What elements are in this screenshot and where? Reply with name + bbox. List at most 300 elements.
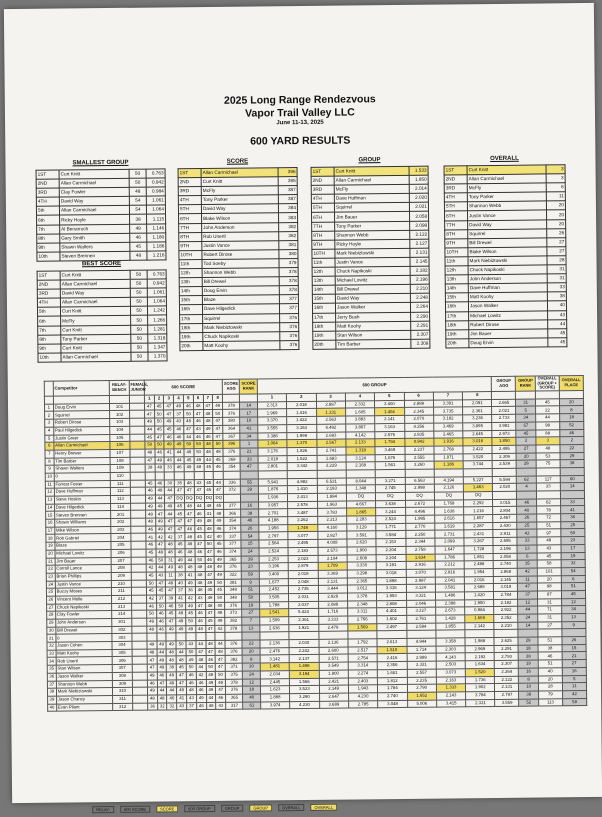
target-score: 46 — [155, 480, 165, 488]
target-score — [145, 472, 155, 480]
target-group: 6.531 — [317, 478, 346, 486]
competitor-name: 0 — [56, 634, 113, 642]
name-cell: Tony Parker — [201, 195, 278, 205]
place-cell: 5TH — [311, 204, 334, 213]
footer-label: 600 SCORE — [120, 806, 150, 813]
target-group: 2.168 — [346, 462, 375, 470]
place-cell: 13th — [312, 276, 335, 285]
group-rank: 10 — [519, 683, 539, 691]
target-score: 44 — [194, 502, 204, 510]
value-cell: 27 — [547, 247, 566, 256]
overall-place: 38 — [560, 460, 584, 468]
target-score: 49 — [206, 687, 216, 695]
place-cell: 10TH — [445, 248, 468, 257]
target-group: 2.321 — [466, 699, 495, 707]
place-cell: 15th — [179, 296, 202, 305]
overall-calc: 58 — [537, 560, 561, 568]
target-group: 1.902 — [466, 684, 495, 692]
table-row — [313, 339, 430, 349]
target-score: 47 — [156, 580, 166, 588]
target-score: 44 — [167, 687, 177, 695]
target-group: 5.227 — [463, 476, 492, 484]
competitor-name: Steve Hoskin — [54, 496, 111, 504]
target-score: 31 — [166, 556, 176, 564]
target-score: 47 — [165, 526, 175, 534]
target-group: 1.463 — [464, 484, 493, 492]
target-score: 47 — [213, 417, 223, 425]
target-score: 49 — [215, 571, 225, 579]
row-number: 35 — [47, 665, 56, 673]
row-number: 1 — [44, 404, 53, 412]
target-score: 42 — [196, 671, 206, 679]
results-table — [44, 375, 587, 712]
competitor-name: Bill Drewel — [56, 626, 113, 634]
target-score: 49 — [167, 672, 177, 680]
row-number: 38 — [47, 688, 56, 696]
score-agg: 373 — [225, 609, 242, 617]
row-number: 33 — [47, 650, 56, 658]
target-score: 48 — [147, 626, 157, 634]
score-rank: 47 — [241, 463, 258, 471]
target-score: 49 — [186, 602, 196, 610]
target-score: 50 — [176, 641, 186, 649]
score-rank: 33 — [241, 456, 258, 464]
target-group: 2.403 — [348, 677, 377, 685]
target-score: 41 — [176, 595, 186, 603]
overall-place: 2 — [560, 437, 584, 445]
target-group: 1.936 — [258, 494, 287, 502]
place-cell: 18th — [180, 323, 203, 332]
target-score — [184, 472, 194, 480]
target-score: 49 — [185, 579, 195, 587]
target-score: 49 — [167, 679, 177, 687]
target-group: 1.956 — [259, 524, 288, 532]
row-number: 31 — [47, 635, 56, 643]
target-score: 47 — [213, 425, 223, 433]
competitor-name: Brian Phillips — [55, 572, 112, 580]
target-score: 49 — [155, 526, 165, 534]
score-rank: 24 — [243, 671, 260, 679]
name-cell: Shannon Webb — [202, 268, 279, 278]
overall-calc: 28 — [538, 683, 562, 691]
overall-title: OVERALL — [490, 155, 519, 163]
overall-place: 42 — [562, 690, 586, 698]
place-cell: 6th — [38, 317, 61, 326]
place-cell: 13th — [445, 275, 468, 284]
target-group: 2.034 — [260, 670, 289, 678]
target-score — [147, 633, 157, 641]
target-score — [204, 471, 214, 479]
target-score: 38 — [145, 464, 155, 472]
name-cell: Tony Parker — [335, 221, 410, 231]
target-group: 3.400 — [375, 400, 404, 408]
target-score: 47 — [185, 510, 195, 518]
target-group: 3.638 — [376, 500, 405, 508]
group-agg: 2.352 — [494, 614, 518, 622]
target-score: 47 — [205, 548, 215, 556]
target-group: 1.216 — [464, 507, 493, 515]
target-group: 2.887 — [316, 401, 345, 409]
target-score: 45 — [195, 533, 205, 541]
target-number: 6 — [404, 392, 433, 400]
target-score: 43 — [194, 479, 204, 487]
place-cell: 9th — [37, 243, 60, 252]
target-group: 2.344 — [405, 538, 434, 546]
score-rank: 54 — [241, 532, 258, 540]
place-cell: 14th — [312, 285, 335, 294]
group-rank: 35 — [518, 560, 538, 568]
target-group: 3.267 — [464, 538, 493, 546]
row-number: 9 — [45, 465, 54, 473]
target-group: 4.982 — [287, 478, 316, 486]
group-agg: 2.793 — [495, 653, 519, 661]
target-group: 2.835 — [404, 431, 433, 439]
target-score: 49 — [176, 618, 186, 626]
place-cell: 4TH — [311, 194, 334, 203]
value-cell: 26 — [547, 228, 566, 237]
name-cell: David Way — [335, 294, 410, 304]
overall-calc: 31 — [537, 598, 561, 606]
target-group: 2.929 — [318, 593, 347, 601]
target-score: 48 — [185, 564, 195, 572]
target-group: 2.608 — [347, 554, 376, 562]
relay-bench: 307 — [112, 664, 132, 672]
place-cell: 11th — [179, 259, 202, 268]
target-score: DQ — [184, 495, 194, 503]
target-score: 47 — [215, 656, 225, 664]
target-score: 47 — [175, 518, 185, 526]
name-cell: Curt Knitt — [60, 270, 130, 280]
target-group: 2.879 — [288, 563, 317, 571]
target-group: 3.330 — [347, 562, 376, 570]
female-junior-cell — [130, 487, 145, 495]
target-score: 50 — [154, 418, 164, 426]
competitor-name: John Anderson — [55, 619, 112, 627]
name-cell: Mark Niebiztowski — [468, 256, 547, 266]
row-number: 15 — [46, 512, 55, 520]
target-group: 6.563 — [405, 477, 434, 485]
target-group: 1.318 — [346, 447, 375, 455]
competitor-name: Jason Chancy — [56, 695, 113, 703]
target-group: 1.416 — [287, 409, 316, 417]
row-number: 4 — [45, 427, 54, 435]
score-rank: 1 — [240, 440, 257, 448]
score-agg: 378 — [225, 625, 242, 633]
row-number: 30 — [47, 627, 56, 635]
place-cell: 3RD — [37, 289, 60, 298]
header-overall-calc: OVERALL (GROUP + SCORE) — [535, 376, 559, 391]
score-agg: 365 — [226, 694, 243, 702]
value-cell: 1.061 — [146, 196, 165, 205]
value-cell: 40 — [547, 301, 566, 310]
target-group: 3.867 — [346, 424, 375, 432]
event-dates: June 11-13, 2025 — [276, 119, 324, 127]
score-agg: 374 — [224, 548, 241, 556]
target-group: 2.770 — [405, 523, 434, 531]
female-junior-cell — [131, 587, 146, 595]
overall-place: 52 — [560, 421, 584, 429]
target-group: 4.194 — [434, 476, 463, 484]
target-group: 2.827 — [317, 532, 346, 540]
relay-bench: 306 — [112, 657, 132, 665]
relay-bench: 303 — [112, 634, 132, 642]
group-agg: 2.131 — [495, 683, 519, 691]
female-junior-cell — [130, 480, 145, 488]
row-number: 3 — [45, 419, 54, 427]
target-group: 2.018 — [287, 401, 316, 409]
female-junior-cell — [130, 472, 145, 480]
target-number: 2 — [154, 395, 164, 403]
group-rank: 42 — [518, 568, 538, 576]
competitor-name: Dave Huffman — [54, 488, 111, 496]
target-group: 2.465 — [434, 430, 463, 438]
target-group: 2.099 — [435, 538, 464, 546]
name-cell: Chuck Napikoski — [203, 331, 280, 341]
target-score: 46 — [147, 680, 157, 688]
target-score: 48 — [185, 533, 195, 541]
value-cell: 2.020 — [409, 193, 428, 202]
score-rank: 39 — [242, 556, 259, 564]
target-score: 46 — [204, 487, 214, 495]
target-score: 45 — [166, 610, 176, 618]
target-group: 2.030 — [289, 639, 318, 647]
overall-place: 12 — [561, 598, 585, 606]
competitor-name: Carroll Lance — [55, 565, 112, 573]
target-group: 1.786 — [435, 553, 464, 561]
score-rank: 30 — [243, 663, 260, 671]
target-group: 1.999 — [287, 432, 316, 440]
target-group: 1.186 — [434, 461, 463, 469]
target-score: 48 — [195, 587, 205, 595]
target-score: 43 — [195, 595, 205, 603]
header-blank — [44, 381, 53, 396]
relay-bench: 212 — [112, 595, 132, 603]
target-group: 4.188 — [259, 517, 288, 525]
target-group: 2.421 — [319, 678, 348, 686]
row-number: 22 — [46, 565, 55, 573]
value-cell: 2.014 — [409, 184, 428, 193]
overall-calc: 101 — [537, 568, 561, 576]
overall-place: 50 — [561, 529, 585, 537]
target-score: 48 — [215, 610, 225, 618]
table-row — [446, 338, 567, 348]
value-cell: 44 — [548, 319, 567, 328]
target-score: 48 — [203, 410, 213, 418]
target-score: 47 — [155, 510, 165, 518]
group-agg: 2.695 — [493, 537, 517, 545]
group-rank: 8 — [519, 676, 539, 684]
name-cell: Curt Knitt — [334, 166, 409, 176]
place-cell: 6TH — [179, 214, 202, 223]
target-score: 35 — [175, 479, 185, 487]
target-group: 1.884 — [317, 493, 346, 501]
competitor-name: Matt Koohy — [56, 649, 113, 657]
target-group: 2.445 — [260, 678, 289, 686]
overall-calc: 44 — [536, 414, 560, 422]
target-score: 44 — [145, 426, 155, 434]
target-group: 3.584 — [376, 531, 405, 539]
score-agg: 378 — [225, 679, 242, 687]
target-group: 2.016 — [464, 576, 493, 584]
overall-place: 14 — [560, 483, 584, 491]
target-score — [196, 633, 206, 641]
overall-place: 8 — [559, 406, 583, 414]
target-group: 1.652 — [407, 692, 436, 700]
target-score: 42 — [165, 533, 175, 541]
score-rank: 23 — [242, 563, 259, 571]
target-score: 49 — [165, 503, 175, 511]
row-number: 14 — [46, 504, 55, 512]
target-group: 1.954 — [464, 568, 493, 576]
target-group: 1.522 — [287, 455, 316, 463]
target-score: 40 — [214, 533, 224, 541]
target-group: 3.783 — [317, 508, 346, 516]
target-score: 48 — [205, 564, 215, 572]
score-rank: 51 — [242, 586, 259, 594]
place-cell: 1ST — [444, 166, 467, 175]
value-cell: 382 — [279, 231, 298, 240]
target-score: 42 — [146, 595, 156, 603]
female-junior-cell — [130, 503, 145, 511]
value-cell: 1.266 — [148, 315, 167, 324]
target-group: 2.348 — [347, 600, 376, 608]
target-group: 3.370 — [258, 417, 287, 425]
group-agg: 2.291 — [495, 645, 519, 653]
target-score: 45 — [146, 587, 156, 595]
target-score: 47 — [194, 487, 204, 495]
target-score: 47 — [175, 487, 185, 495]
group-rank: 28 — [516, 460, 536, 468]
name-cell: Tony Parker — [467, 192, 546, 202]
venue-name: Vapor Trail Valley LLC — [245, 106, 355, 120]
target-score: 39 — [166, 595, 176, 603]
place-cell: 3RD — [178, 187, 201, 196]
target-score: 48 — [203, 418, 213, 426]
score-rank — [242, 632, 259, 640]
value-cell: 1.281 — [148, 324, 167, 333]
target-group: 0.942 — [404, 438, 433, 446]
name-cell: McFly — [467, 183, 546, 193]
value-cell: 376 — [280, 340, 299, 349]
relay-bench: 209 — [111, 572, 131, 580]
place-cell: 14th — [445, 284, 468, 293]
value-cell: 50 — [130, 288, 147, 297]
target-score: 50 — [156, 556, 166, 564]
value-cell: 49 — [130, 224, 147, 233]
target-score: 48 — [146, 510, 156, 518]
score-agg: 364 — [223, 425, 240, 433]
score-agg: 322 — [224, 571, 241, 579]
target-number: 1 — [144, 395, 154, 403]
target-group: 3.957 — [258, 501, 287, 509]
name-cell: Justin Vance — [468, 210, 547, 220]
female-junior-cell — [129, 403, 144, 411]
overall-calc: 51 — [538, 660, 562, 668]
name-cell: Allan Carmichael — [60, 279, 130, 289]
group-table — [311, 166, 431, 350]
target-score: 44 — [157, 687, 167, 695]
group-rank: 52 — [519, 699, 539, 707]
target-group: 2.731 — [435, 530, 464, 538]
place-cell: 14th — [179, 287, 202, 296]
target-group: 2.287 — [464, 522, 493, 530]
footer-label: GROUP — [249, 804, 272, 811]
row-number: 21 — [46, 558, 55, 566]
target-group: 1.634 — [465, 661, 494, 669]
target-score: 48 — [165, 541, 175, 549]
target-number: 5 — [375, 392, 404, 400]
name-cell: Curt Knitt — [61, 343, 131, 353]
target-score: 48 — [196, 656, 206, 664]
target-score: 48 — [167, 649, 177, 657]
target-group: 2.987 — [406, 577, 435, 585]
target-score: 45 — [184, 456, 194, 464]
female-junior-cell — [129, 411, 144, 419]
target-score: 42 — [186, 595, 196, 603]
target-score — [186, 633, 196, 641]
value-cell: 2.122 — [410, 230, 429, 239]
target-score: 46 — [205, 556, 215, 564]
target-score: 37 — [187, 702, 197, 710]
group-agg: 2.665 — [492, 399, 516, 407]
target-score: 44 — [174, 456, 184, 464]
group-agg: 2.740 — [494, 560, 518, 568]
competitor-name: Jason Cohen — [56, 642, 113, 650]
target-score: 46 — [174, 433, 184, 441]
group-rank: 46 — [517, 499, 537, 507]
target-group: 6.492 — [316, 424, 345, 432]
target-score: 48 — [195, 564, 205, 572]
header-score-agg: SCORE AGG — [222, 379, 240, 394]
target-score: 48 — [156, 549, 166, 557]
target-score: DQ — [204, 494, 214, 502]
target-group: 2.104 — [318, 555, 347, 563]
target-group: 1.647 — [435, 546, 464, 554]
group-rank: 16 — [519, 668, 539, 676]
target-score: 47 — [216, 687, 226, 695]
target-score: 49 — [155, 503, 165, 511]
target-score: 48 — [195, 571, 205, 579]
target-score: 48 — [185, 548, 195, 556]
target-score: 48 — [184, 418, 194, 426]
target-group: 3.182 — [433, 415, 462, 423]
name-cell: Mark Niebiztowski — [335, 248, 410, 258]
value-cell: 0.763 — [147, 270, 166, 279]
female-junior-cell — [131, 580, 146, 588]
target-score: 47 — [155, 433, 165, 441]
group-agg: 2.911 — [493, 530, 517, 538]
score-rank: 19 — [242, 602, 259, 610]
target-score: 44 — [165, 487, 175, 495]
target-group: 1.541 — [260, 609, 289, 617]
target-score: 45 — [156, 587, 166, 595]
target-group: 1.605 — [345, 408, 374, 416]
target-score: 50 — [215, 594, 225, 602]
name-cell: Allan Carmichael — [334, 175, 409, 185]
target-score: 46 — [174, 426, 184, 434]
target-group: 2.153 — [376, 539, 405, 547]
name-cell: Jerry Bush — [336, 312, 411, 322]
target-group: 1.420 — [465, 591, 494, 599]
competitor-name: Dave Hilgedick — [54, 503, 111, 511]
target-score: 48 — [157, 695, 167, 703]
place-cell: 3RD — [311, 185, 334, 194]
target-score: 47 — [175, 526, 185, 534]
place-cell: 2ND — [311, 176, 334, 185]
target-score: 49 — [203, 425, 213, 433]
overall-calc: 33 — [536, 483, 560, 491]
value-cell: 1.850 — [409, 175, 428, 184]
